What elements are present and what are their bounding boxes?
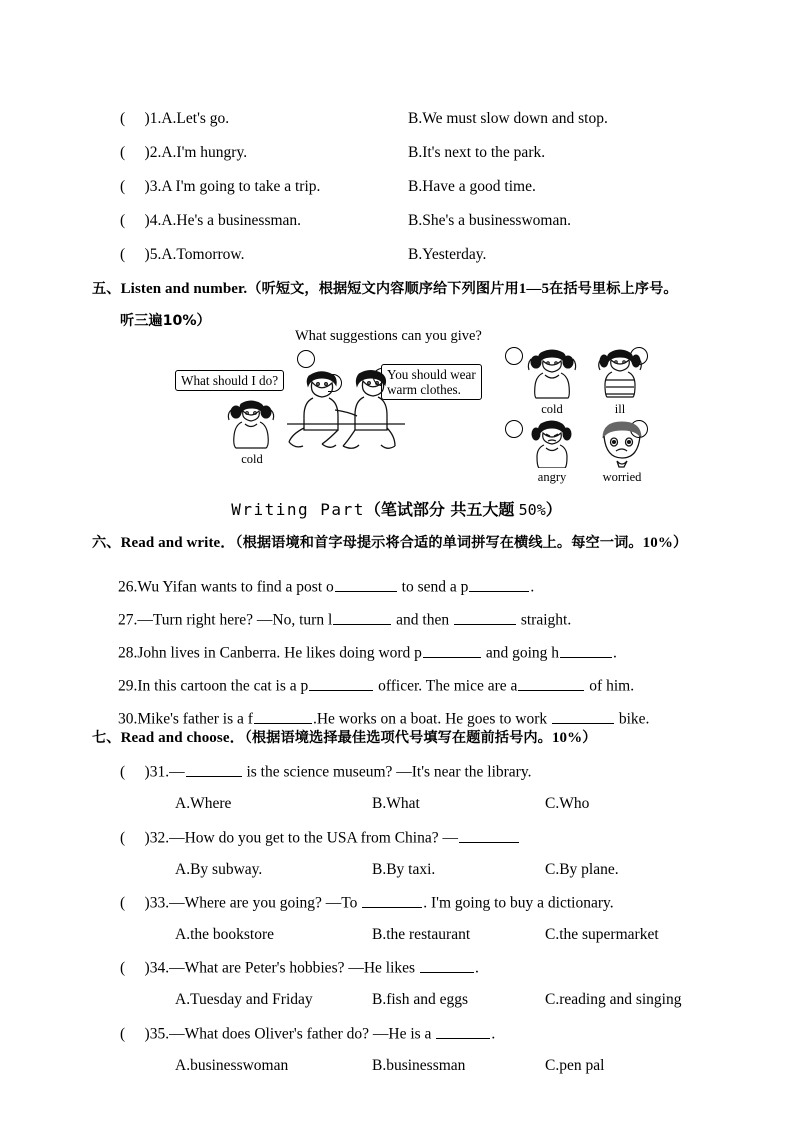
speech-bubble-what-should-i-do: What should I do?	[175, 370, 284, 391]
section-instruction: （听短文，根据短文内容顺序给下列图片用	[247, 281, 519, 297]
bubble-line-1: You should wear	[387, 367, 476, 382]
item-text-part-1: John lives in Canberra. He likes doing word p	[137, 644, 422, 662]
item-stem-post: .	[474, 959, 479, 977]
bracket-close: )	[144, 212, 150, 229]
item-stem-pre: —What does Oliver's father do? —He is a	[169, 1025, 432, 1043]
item-number: 35.	[149, 1025, 170, 1043]
option-b: B.Yesterday.	[408, 246, 487, 263]
option-a[interactable]: A.Where	[175, 795, 232, 812]
option-b: B.We must slow down and stop.	[408, 110, 608, 127]
section-title: Listen and number.	[120, 281, 248, 297]
choice-item-34	[120, 957, 479, 977]
item-text-part-3: straight.	[520, 611, 572, 629]
answer-bracket[interactable]	[120, 178, 320, 196]
bracket-open[interactable]: (	[120, 959, 126, 977]
bracket-open[interactable]: (	[120, 1025, 126, 1043]
bracket-open: (	[120, 178, 126, 195]
answer-blank[interactable]	[309, 675, 373, 691]
section-six-heading	[92, 531, 687, 552]
option-b: B.It's next to the park.	[408, 144, 546, 161]
answer-blank[interactable]	[254, 708, 312, 724]
section-title: Read and choose．	[120, 730, 245, 746]
bracket-open[interactable]: (	[120, 763, 126, 781]
answer-circle-2[interactable]	[505, 347, 523, 365]
item-number: 26.	[118, 578, 138, 596]
fill-item-26	[118, 576, 534, 596]
answer-bracket[interactable]	[120, 144, 247, 162]
section-five-heading-line2	[120, 310, 211, 330]
figure-ill-icon	[595, 348, 645, 400]
writing-part-score: 50%	[518, 501, 546, 519]
item-text-part-1: Wu Yifan wants to find a post o	[137, 578, 334, 596]
answer-blank[interactable]	[459, 827, 519, 843]
listening-illustration	[175, 328, 655, 483]
item-text-part-1: —Turn right here? —No, turn l	[137, 611, 333, 629]
fill-item-29	[118, 675, 634, 695]
option-b[interactable]: B.By taxi.	[372, 861, 436, 878]
item-stem-pre: —	[169, 763, 185, 781]
option-a: A.Tomorrow.	[161, 246, 245, 263]
answer-blank[interactable]	[186, 761, 242, 777]
choice-item-35	[120, 1023, 495, 1043]
figure-cold-left-icon	[223, 398, 279, 450]
figure-label-angry: angry	[537, 470, 567, 484]
illustration-title: What suggestions can you give?	[295, 328, 482, 344]
writing-part-cn: （笔试部分 共五大题	[364, 500, 515, 519]
figure-angry-icon	[527, 420, 577, 468]
item-stem-pre: —How do you get to the USA from China? —	[169, 829, 458, 847]
item-number: 32.	[149, 829, 170, 847]
option-a: A.I'm hungry.	[161, 144, 248, 161]
bracket-open: (	[120, 144, 126, 161]
option-a[interactable]: A.Tuesday and Friday	[175, 991, 313, 1008]
item-text-part-3: of him.	[589, 677, 635, 695]
bracket-open: (	[120, 110, 126, 127]
answer-blank[interactable]	[420, 957, 474, 973]
item-text-part-3: .	[613, 644, 617, 662]
bracket-close: )	[144, 178, 150, 195]
bracket-close: )	[144, 144, 150, 161]
section-marker: 七、	[92, 730, 121, 746]
answer-blank[interactable]	[362, 892, 422, 908]
answer-blank[interactable]	[454, 609, 516, 625]
option-b[interactable]: B.What	[372, 795, 420, 812]
choice-item-31	[120, 761, 531, 781]
figure-label-cold-left: cold	[241, 452, 263, 466]
answer-blank[interactable]	[436, 1023, 490, 1039]
item-text-part-2: .He works on a boat. He goes to work	[312, 710, 548, 728]
answer-bracket[interactable]	[120, 246, 245, 264]
option-b: B.She's a businesswoman.	[408, 212, 571, 229]
option-c[interactable]: C.the supermarket	[545, 926, 659, 943]
item-number: 3.	[149, 178, 162, 195]
answer-circle-4[interactable]	[505, 420, 523, 438]
item-stem-pre: —What are Peter's hobbies? —He likes	[169, 959, 416, 977]
item-text-part-2: officer. The mice are a	[378, 677, 518, 695]
bracket-close: )	[144, 763, 150, 781]
bracket-open[interactable]: (	[120, 829, 126, 847]
section-score: 10%	[551, 730, 583, 746]
option-c[interactable]: C.pen pal	[545, 1057, 605, 1074]
option-a[interactable]: A.By subway.	[175, 861, 263, 878]
bracket-close: )	[144, 246, 150, 263]
item-number: 5.	[149, 246, 162, 263]
section-seven-heading	[92, 726, 597, 747]
item-number: 4.	[149, 212, 162, 229]
section-five-heading	[92, 278, 678, 298]
answer-blank[interactable]	[423, 642, 481, 658]
option-c[interactable]: C.By plane.	[545, 861, 619, 878]
listen-times-label: 听三遍	[120, 313, 163, 329]
section-instruction: （根据语境和首字母提示将合适的单词拼写在横线上。每空一词。	[235, 535, 643, 551]
section-title: Read and write．	[120, 535, 236, 551]
item-stem-post: . I'm going to buy a dictionary.	[423, 894, 614, 912]
item-text-part-2: to send a p	[401, 578, 469, 596]
bracket-close: )	[144, 1025, 150, 1043]
writing-part-banner	[0, 497, 793, 520]
bracket-open[interactable]: (	[120, 894, 126, 912]
section-marker: 五、	[92, 281, 121, 297]
item-text-part-3: .	[530, 578, 535, 596]
item-stem-pre: —Where are you going? —To	[169, 894, 358, 912]
figure-label-cold-right: cold	[541, 402, 563, 416]
item-text-part-1: Mike's father is a f	[137, 710, 253, 728]
section-instruction: （根据语境选择最佳选项代号填写在题前括号内。	[244, 730, 552, 746]
option-a: A I'm going to take a trip.	[161, 178, 321, 195]
paren-close: ）	[196, 313, 211, 329]
section-range: 1—5	[518, 281, 550, 297]
item-number: 1.	[149, 110, 162, 127]
answer-blank[interactable]	[335, 576, 397, 592]
figure-two-boys-icon	[287, 366, 407, 461]
fill-item-27	[118, 609, 571, 629]
choice-item-32	[120, 827, 520, 847]
option-c[interactable]: C.reading and singing	[545, 991, 682, 1008]
option-b[interactable]: B.fish and eggs	[372, 991, 469, 1008]
option-c[interactable]: C.Who	[545, 795, 590, 812]
option-a[interactable]: A.the bookstore	[175, 926, 275, 943]
item-text-part-3: bike.	[618, 710, 650, 728]
item-number: 27.	[118, 611, 138, 629]
item-text-part-1: In this cartoon the cat is a p	[137, 677, 309, 695]
answer-blank[interactable]	[560, 642, 612, 658]
figure-worried-icon	[595, 420, 649, 468]
item-number: 33.	[149, 894, 170, 912]
bracket-close: )	[144, 894, 150, 912]
answer-blank[interactable]	[469, 576, 529, 592]
item-number: 30.	[118, 710, 138, 728]
item-number: 34.	[149, 959, 170, 977]
answer-blank[interactable]	[552, 708, 614, 724]
paren-close: ）	[672, 535, 688, 551]
option-a: A.Let's go.	[161, 110, 230, 127]
fill-item-28	[118, 642, 617, 662]
option-a[interactable]: A.businesswoman	[175, 1057, 289, 1074]
item-stem-post: is the science museum? —It's near the library.	[246, 763, 532, 781]
answer-bracket[interactable]	[120, 110, 229, 128]
bracket-open: (	[120, 212, 126, 229]
writing-part-paren: ）	[545, 500, 562, 519]
figure-label-ill: ill	[614, 402, 626, 416]
choice-item-33	[120, 892, 614, 912]
paren-close: ）	[582, 730, 597, 746]
option-a: A.He's a businessman.	[161, 212, 302, 229]
section-instruction-2: 在括号里标上序号。	[549, 281, 678, 297]
option-b[interactable]: B.businessman	[372, 1057, 466, 1074]
section-score: 10%	[642, 535, 673, 551]
item-stem-post: .	[491, 1025, 496, 1043]
bubble-line-2: warm clothes.	[387, 382, 461, 398]
item-text-part-2: and then	[396, 611, 450, 629]
item-number: 2.	[149, 144, 162, 161]
writing-part-title: Writing Part	[231, 500, 365, 519]
section-marker: 六、	[92, 535, 121, 551]
answer-bracket[interactable]	[120, 212, 301, 230]
bracket-open: (	[120, 246, 126, 263]
figure-cold-right-icon	[525, 348, 579, 400]
item-number: 31.	[149, 763, 170, 781]
fill-item-30	[118, 708, 649, 728]
section-score: 10%	[162, 313, 197, 329]
item-number: 29.	[118, 677, 138, 695]
answer-blank[interactable]	[518, 675, 584, 691]
bracket-close: )	[144, 959, 150, 977]
bracket-close: )	[144, 829, 150, 847]
figure-label-worried: worried	[602, 470, 642, 484]
bracket-close: )	[144, 110, 150, 127]
option-b[interactable]: B.the restaurant	[372, 926, 471, 943]
answer-blank[interactable]	[333, 609, 391, 625]
item-text-part-2: and going h	[485, 644, 559, 662]
item-number: 28.	[118, 644, 138, 662]
option-b: B.Have a good time.	[408, 178, 536, 195]
